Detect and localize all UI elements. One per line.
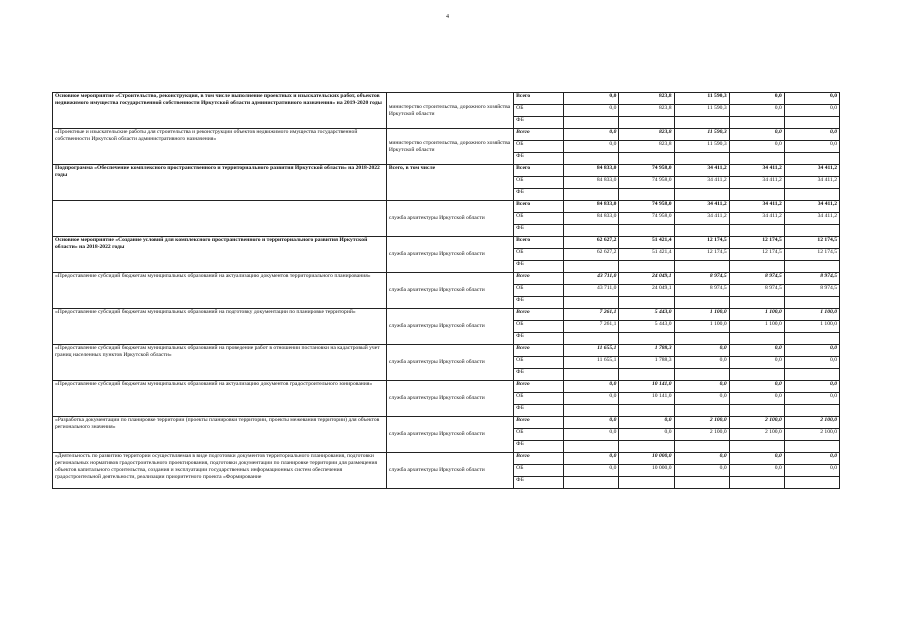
responsible-executor-cell: служба архитектуры Иркутской области: [386, 309, 513, 345]
funding-source-cell: Всего: [514, 93, 564, 105]
amount-cell: 0,0: [564, 429, 619, 441]
amount-cell: [729, 117, 784, 129]
amount-cell: 11 590,3: [674, 105, 729, 117]
amount-cell: 0,0: [619, 429, 674, 441]
responsible-executor-cell: служба архитектуры Иркутской области: [386, 453, 513, 489]
amount-cell: 0,0: [784, 93, 839, 105]
amount-cell: [729, 441, 784, 453]
amount-cell: [674, 297, 729, 309]
amount-cell: 1 100,0: [729, 321, 784, 333]
funding-source-cell: ОБ: [514, 249, 564, 261]
amount-cell: 84 833,0: [564, 213, 619, 225]
amount-cell: 0,0: [674, 465, 729, 477]
funding-source-cell: Всего: [514, 417, 564, 429]
amount-cell: [784, 477, 839, 489]
funding-source-cell: Всего: [514, 345, 564, 357]
amount-cell: [564, 297, 619, 309]
amount-cell: 24 049,1: [619, 285, 674, 297]
amount-cell: [729, 369, 784, 381]
funding-source-cell: Всего: [514, 381, 564, 393]
amount-cell: [674, 369, 729, 381]
amount-cell: 1 788,3: [619, 345, 674, 357]
funding-source-cell: ФБ: [514, 225, 564, 237]
funding-source-cell: Всего: [514, 273, 564, 285]
amount-cell: [729, 225, 784, 237]
activity-name-cell: [53, 201, 387, 237]
amount-cell: 12 174,5: [784, 237, 839, 249]
amount-cell: 0,0: [784, 345, 839, 357]
amount-cell: 2 100,0: [784, 429, 839, 441]
table-row: [53, 201, 840, 213]
amount-cell: 0,0: [784, 141, 839, 153]
amount-cell: 12 174,5: [674, 249, 729, 261]
amount-cell: 62 627,2: [564, 249, 619, 261]
amount-cell: 7 261,1: [564, 309, 619, 321]
amount-cell: 0,0: [564, 93, 619, 105]
amount-cell: 7 261,1: [564, 321, 619, 333]
amount-cell: 0,0: [564, 465, 619, 477]
amount-cell: 12 174,5: [729, 249, 784, 261]
amount-cell: 0,0: [564, 417, 619, 429]
amount-cell: 24 049,1: [619, 273, 674, 285]
amount-cell: 0,0: [674, 453, 729, 465]
amount-cell: [619, 225, 674, 237]
amount-cell: 34 411,2: [784, 177, 839, 189]
table-row: [53, 273, 840, 285]
responsible-executor-cell: служба архитектуры Иркутской области: [386, 417, 513, 453]
amount-cell: [729, 333, 784, 345]
amount-cell: 1 100,0: [729, 309, 784, 321]
amount-cell: 0,0: [729, 357, 784, 369]
activity-name-cell: Основное мероприятие «Создание условий для комплексного пространственного и территориального развития Иркутской области» на 2018-2022 годы: [53, 237, 387, 273]
amount-cell: 0,0: [729, 129, 784, 141]
amount-cell: 823,8: [619, 93, 674, 105]
funding-source-cell: ОБ: [514, 141, 564, 153]
amount-cell: [564, 225, 619, 237]
amount-cell: 5 443,0: [619, 321, 674, 333]
table-row: [53, 381, 840, 393]
funding-source-cell: Всего: [514, 201, 564, 213]
activity-name-cell: «Предоставление субсидий бюджетам муниципальных образований на актуализацию документов градостроительного зонирования»: [53, 381, 387, 417]
amount-cell: 5 443,0: [619, 309, 674, 321]
table-row: [53, 309, 840, 321]
amount-cell: [729, 189, 784, 201]
amount-cell: [674, 117, 729, 129]
amount-cell: [729, 297, 784, 309]
amount-cell: [674, 477, 729, 489]
amount-cell: 34 411,2: [674, 213, 729, 225]
amount-cell: [619, 117, 674, 129]
amount-cell: 43 711,0: [564, 285, 619, 297]
amount-cell: [784, 189, 839, 201]
funding-source-cell: ФБ: [514, 333, 564, 345]
amount-cell: [619, 405, 674, 417]
amount-cell: 10 000,0: [619, 465, 674, 477]
responsible-executor-cell: служба архитектуры Иркутской области: [386, 237, 513, 273]
amount-cell: 84 833,0: [564, 165, 619, 177]
amount-cell: 74 958,0: [619, 165, 674, 177]
activity-name-cell: «Предоставление субсидий бюджетам муниципальных образований на актуализацию документов территориального планирования»: [53, 273, 387, 309]
amount-cell: 43 711,0: [564, 273, 619, 285]
funding-source-cell: Всего: [514, 309, 564, 321]
funding-source-cell: ФБ: [514, 261, 564, 273]
amount-cell: [564, 261, 619, 273]
page-number: 4: [446, 14, 449, 20]
activity-name-cell: Подпрограмма «Обеспечение комплексного пространственного и территориального развития Иркутской области» на 2018-2022 годы: [53, 165, 387, 201]
amount-cell: 0,0: [784, 465, 839, 477]
amount-cell: 10 141,0: [619, 393, 674, 405]
amount-cell: [674, 333, 729, 345]
amount-cell: 11 590,3: [674, 141, 729, 153]
amount-cell: [729, 261, 784, 273]
amount-cell: 11 655,1: [564, 357, 619, 369]
amount-cell: 0,0: [784, 129, 839, 141]
amount-cell: 74 958,0: [619, 177, 674, 189]
funding-source-cell: Всего: [514, 165, 564, 177]
amount-cell: [784, 405, 839, 417]
amount-cell: 12 174,5: [729, 237, 784, 249]
amount-cell: 0,0: [784, 381, 839, 393]
amount-cell: [564, 117, 619, 129]
amount-cell: 8 974,5: [729, 273, 784, 285]
amount-cell: 0,0: [564, 129, 619, 141]
amount-cell: [784, 333, 839, 345]
amount-cell: [564, 189, 619, 201]
amount-cell: [619, 333, 674, 345]
funding-source-cell: ФБ: [514, 189, 564, 201]
amount-cell: 1 100,0: [674, 321, 729, 333]
amount-cell: [564, 369, 619, 381]
amount-cell: [784, 117, 839, 129]
table-row: [53, 129, 840, 141]
funding-source-cell: ФБ: [514, 153, 564, 165]
amount-cell: 51 421,4: [619, 249, 674, 261]
funding-source-cell: ФБ: [514, 405, 564, 417]
amount-cell: [564, 441, 619, 453]
amount-cell: 34 411,2: [784, 201, 839, 213]
responsible-executor-cell: Всего, в том числе: [386, 165, 513, 201]
amount-cell: 1 100,0: [784, 321, 839, 333]
responsible-executor-cell: служба архитектуры Иркутской области: [386, 345, 513, 381]
amount-cell: 2 100,0: [674, 417, 729, 429]
amount-cell: 84 833,0: [564, 201, 619, 213]
amount-cell: 34 411,2: [784, 165, 839, 177]
amount-cell: 8 974,5: [674, 285, 729, 297]
amount-cell: 823,8: [619, 105, 674, 117]
amount-cell: 34 411,2: [729, 213, 784, 225]
amount-cell: 2 100,0: [784, 417, 839, 429]
amount-cell: 0,0: [729, 105, 784, 117]
amount-cell: 1 788,3: [619, 357, 674, 369]
amount-cell: 0,0: [564, 393, 619, 405]
amount-cell: [784, 369, 839, 381]
table-row: [53, 417, 840, 429]
amount-cell: [619, 153, 674, 165]
amount-cell: 34 411,2: [674, 201, 729, 213]
funding-source-cell: Всего: [514, 453, 564, 465]
funding-source-cell: ОБ: [514, 321, 564, 333]
table-row: [53, 237, 840, 249]
amount-cell: 2 100,0: [729, 429, 784, 441]
amount-cell: 11 590,3: [674, 93, 729, 105]
amount-cell: 823,8: [619, 129, 674, 141]
amount-cell: 11 590,3: [674, 129, 729, 141]
amount-cell: [564, 477, 619, 489]
funding-source-cell: ОБ: [514, 105, 564, 117]
amount-cell: 12 174,5: [784, 249, 839, 261]
amount-cell: 0,0: [674, 357, 729, 369]
amount-cell: [729, 153, 784, 165]
responsible-executor-cell: министерство строительства, дорожного хозяйства Иркутской области: [386, 93, 513, 129]
amount-cell: 0,0: [784, 105, 839, 117]
amount-cell: [619, 297, 674, 309]
funding-source-cell: ОБ: [514, 357, 564, 369]
amount-cell: 74 958,0: [619, 213, 674, 225]
amount-cell: 8 974,5: [784, 273, 839, 285]
amount-cell: [729, 405, 784, 417]
amount-cell: 12 174,5: [674, 237, 729, 249]
amount-cell: 0,0: [729, 453, 784, 465]
funding-source-cell: ОБ: [514, 465, 564, 477]
amount-cell: 8 974,5: [784, 285, 839, 297]
amount-cell: 34 411,2: [674, 177, 729, 189]
amount-cell: 1 100,0: [674, 309, 729, 321]
amount-cell: 34 411,2: [729, 201, 784, 213]
amount-cell: [674, 189, 729, 201]
amount-cell: 0,0: [674, 393, 729, 405]
budget-table: [52, 92, 840, 489]
table-row: [53, 165, 840, 177]
responsible-executor-cell: служба архитектуры Иркутской области: [386, 273, 513, 309]
amount-cell: 0,0: [729, 465, 784, 477]
funding-source-cell: ФБ: [514, 297, 564, 309]
amount-cell: [729, 477, 784, 489]
funding-source-cell: ФБ: [514, 441, 564, 453]
funding-source-cell: ОБ: [514, 429, 564, 441]
amount-cell: 62 627,2: [564, 237, 619, 249]
amount-cell: 0,0: [729, 393, 784, 405]
responsible-executor-cell: министерство строительства, дорожного хозяйства Иркутской области: [386, 129, 513, 165]
amount-cell: 51 421,4: [619, 237, 674, 249]
amount-cell: 0,0: [564, 453, 619, 465]
funding-source-cell: Всего: [514, 237, 564, 249]
amount-cell: 11 655,1: [564, 345, 619, 357]
amount-cell: 0,0: [729, 141, 784, 153]
amount-cell: [674, 405, 729, 417]
amount-cell: 84 833,0: [564, 177, 619, 189]
amount-cell: 0,0: [729, 381, 784, 393]
amount-cell: [784, 225, 839, 237]
funding-source-cell: ОБ: [514, 177, 564, 189]
amount-cell: [674, 261, 729, 273]
table-row: [53, 93, 840, 105]
amount-cell: 0,0: [564, 105, 619, 117]
amount-cell: 0,0: [564, 381, 619, 393]
responsible-executor-cell: служба архитектуры Иркутской области: [386, 381, 513, 417]
amount-cell: [619, 189, 674, 201]
amount-cell: [674, 441, 729, 453]
amount-cell: [619, 369, 674, 381]
amount-cell: 8 974,5: [674, 273, 729, 285]
activity-name-cell: «Предоставление субсидий бюджетам муниципальных образований на подготовку документации по планировке территорий»: [53, 309, 387, 345]
funding-source-cell: ФБ: [514, 117, 564, 129]
activity-name-cell: «Деятельность по развитию территории осуществляемая в виде подготовки документов территориального планирования, подготовки региональных нормативов градостроительного проектирования, подготовки документации по планировке территории для размещения объектов капитального строительства, создания и эксплуатации государственных информационных систем обеспечения градостроительной деятельности, реализации приоритетного проекта «Формирование: [53, 453, 387, 489]
amount-cell: [619, 441, 674, 453]
activity-name-cell: Основное мероприятие «Строительство, реконструкция, в том числе выполнение проектных и изыскательских работ, объектов недвижимого имущества государственной собственности Иркутской области административного назначения» на 2019-2020 годы: [53, 93, 387, 129]
amount-cell: 34 411,2: [784, 213, 839, 225]
amount-cell: [619, 477, 674, 489]
amount-cell: [784, 261, 839, 273]
amount-cell: 34 411,2: [729, 177, 784, 189]
activity-name-cell: «Разработка документации по планировке территории (проекты планировки территории, проекты межевания территории) для объектов регионального значения»: [53, 417, 387, 453]
amount-cell: 0,0: [619, 417, 674, 429]
table-row: [53, 453, 840, 465]
funding-source-cell: ОБ: [514, 393, 564, 405]
amount-cell: 74 958,0: [619, 201, 674, 213]
amount-cell: 0,0: [729, 93, 784, 105]
amount-cell: 0,0: [674, 381, 729, 393]
amount-cell: 823,8: [619, 141, 674, 153]
amount-cell: [674, 225, 729, 237]
amount-cell: 2 100,0: [674, 429, 729, 441]
amount-cell: 0,0: [674, 345, 729, 357]
amount-cell: [674, 153, 729, 165]
funding-source-cell: ОБ: [514, 213, 564, 225]
funding-source-cell: Всего: [514, 129, 564, 141]
activity-name-cell: «Предоставление субсидий бюджетам муниципальных образований на проведение работ в отношении постановки на кадастровый учет границ населенных пунктов Иркутской области»: [53, 345, 387, 381]
amount-cell: 10 000,0: [619, 453, 674, 465]
amount-cell: 0,0: [784, 357, 839, 369]
amount-cell: 0,0: [729, 345, 784, 357]
amount-cell: [564, 333, 619, 345]
amount-cell: 8 974,5: [729, 285, 784, 297]
amount-cell: [784, 441, 839, 453]
amount-cell: [784, 297, 839, 309]
amount-cell: 10 141,0: [619, 381, 674, 393]
table-row: [53, 345, 840, 357]
funding-source-cell: ФБ: [514, 477, 564, 489]
amount-cell: 34 411,2: [674, 165, 729, 177]
amount-cell: [784, 153, 839, 165]
amount-cell: 0,0: [564, 141, 619, 153]
funding-source-cell: ОБ: [514, 285, 564, 297]
amount-cell: 0,0: [784, 393, 839, 405]
amount-cell: 34 411,2: [729, 165, 784, 177]
amount-cell: [564, 405, 619, 417]
activity-name-cell: «Проектные и изыскательские работы для строительства и реконструкции объектов недвижимого имущества государственной собственности Иркутской области административного назначения»: [53, 129, 387, 165]
amount-cell: [564, 153, 619, 165]
amount-cell: [619, 261, 674, 273]
amount-cell: 2 100,0: [729, 417, 784, 429]
responsible-executor-cell: служба архитектуры Иркутской области: [386, 201, 513, 237]
amount-cell: 1 100,0: [784, 309, 839, 321]
funding-source-cell: ФБ: [514, 369, 564, 381]
amount-cell: 0,0: [784, 453, 839, 465]
